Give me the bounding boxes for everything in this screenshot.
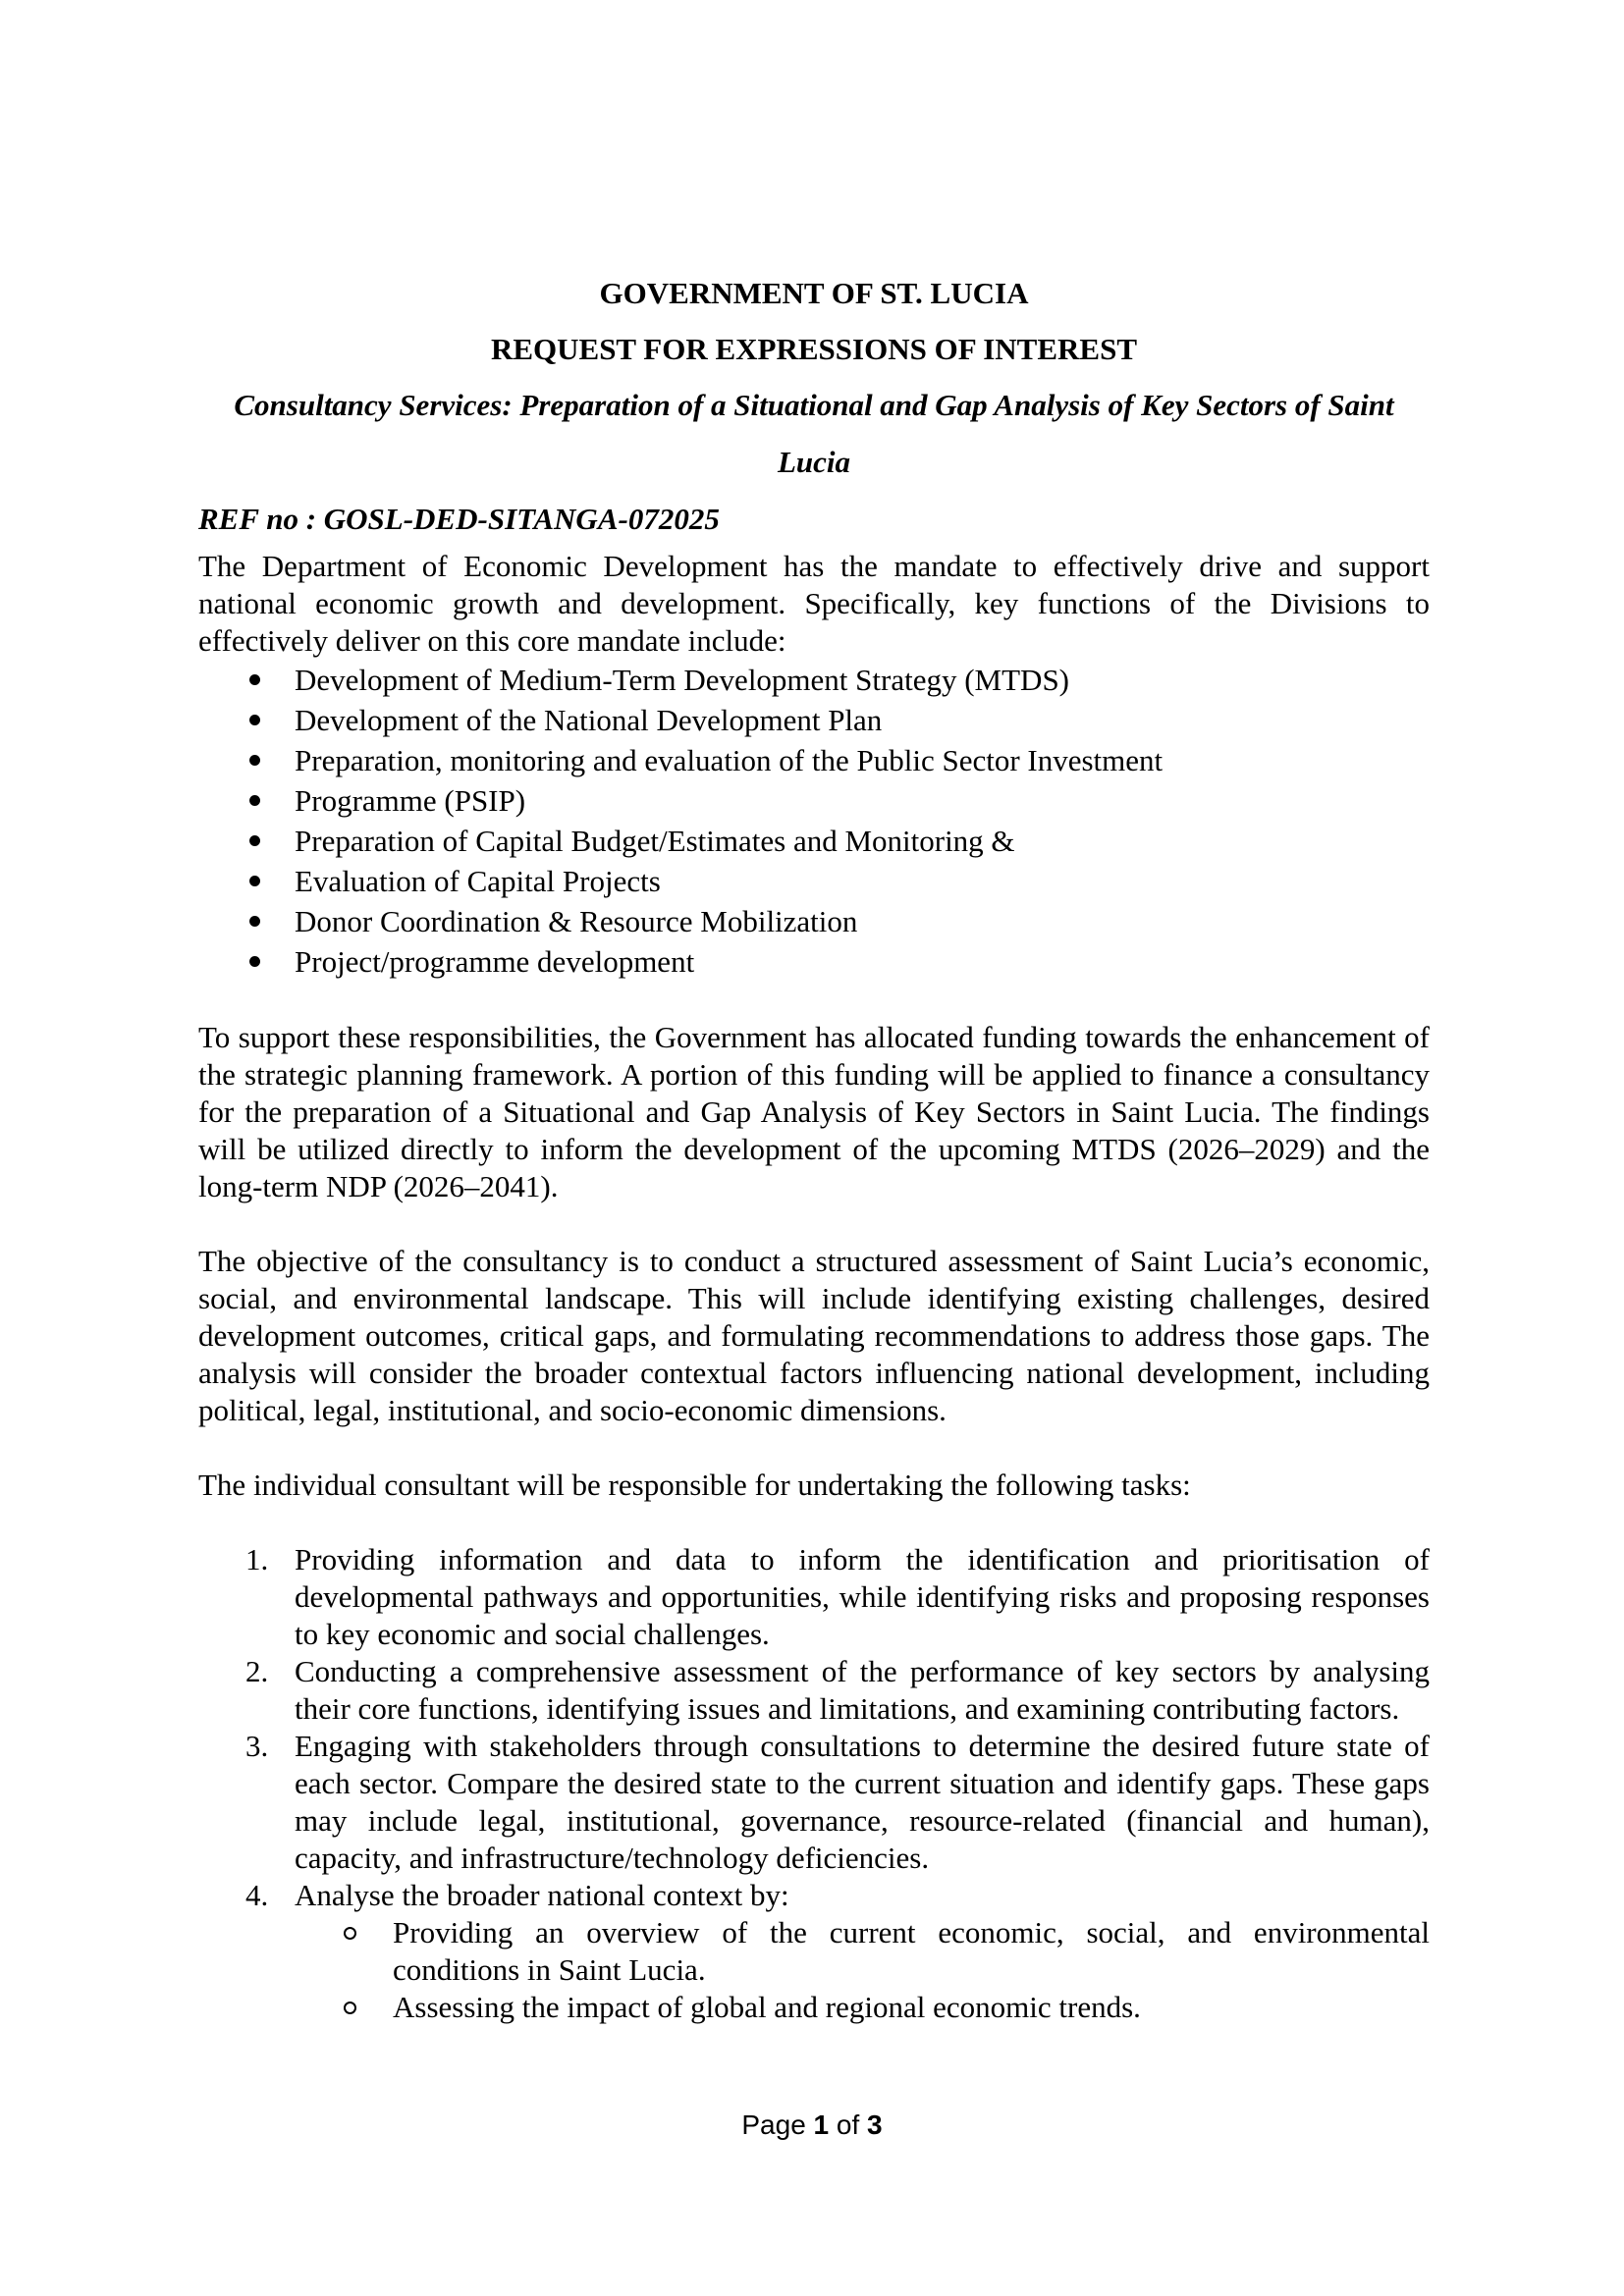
list-item-text: Development of the National Development Plan xyxy=(295,703,883,737)
list-item-text: Donor Coordination & Resource Mobilization xyxy=(295,904,858,938)
list-item xyxy=(198,780,1430,821)
subtask-text: Providing an overview of the current economic, social, and environmental conditions in Saint Lucia. xyxy=(393,1915,1430,1987)
list-item-text: Preparation, monitoring and evaluation of the Public Sector Investment xyxy=(295,743,1164,777)
list-item-text: Evaluation of Capital Projects xyxy=(295,864,661,898)
list-item xyxy=(198,700,1430,740)
tasks-list xyxy=(198,1541,1430,2026)
task-text: Analyse the broader national context by: xyxy=(295,1878,789,1912)
footer-current-page: 1 xyxy=(813,2109,830,2140)
request-heading: REQUEST FOR EXPRESSIONS OF INTEREST xyxy=(490,332,1138,366)
list-item-text: Preparation of Capital Budget/Estimates and Monitoring & xyxy=(295,824,1015,858)
hollow-bullet-icon xyxy=(344,2002,356,2014)
bullet-icon xyxy=(249,916,260,927)
objective-paragraph: The objective of the consultancy is to conduct a structured assessment of Saint Lucia’s economic, social, and environmental landscape. This will include identifying existing challenges, desired development outcomes, critical gaps, and formulating recommendations to address those gaps. The analysis will consider the broader contextual factors influencing national development, including political, legal, institutional, and socio-economic dimensions. xyxy=(198,1244,1430,1427)
list-item xyxy=(198,941,1430,982)
intro-paragraph: The Department of Economic Development has the mandate to effectively drive and support national economic growth and development. Specifically, key functions of the Divisions to effectively deliver on this core mandate include: xyxy=(198,549,1430,658)
task-item xyxy=(198,1728,1430,1877)
task-item xyxy=(198,1541,1430,1653)
task-item xyxy=(198,1653,1430,1728)
task-text: Conducting a comprehensive assessment of the performance of key sectors by analysing their core functions, identifying issues and limitations, and examining contributing factors. xyxy=(295,1654,1430,1726)
task-number: 3. xyxy=(245,1729,269,1763)
list-item xyxy=(198,740,1430,780)
consultancy-subtitle: Consultancy Services: Preparation of a Situational and Gap Analysis of Key Sectors of Saint Lucia xyxy=(234,388,1394,479)
subtask-item xyxy=(295,1914,1430,1989)
task-text: Providing information and data to inform the identification and prioritisation of developmental pathways and opportunities, while identifying risks and proposing responses to key economic and social challenges. xyxy=(295,1542,1430,1651)
list-item xyxy=(198,821,1430,861)
bullet-icon xyxy=(249,674,260,685)
bullet-icon xyxy=(249,876,260,886)
list-item-text: Project/programme development xyxy=(295,944,695,979)
footer-total-pages: 3 xyxy=(867,2109,883,2140)
page-footer xyxy=(0,2109,1624,2142)
list-item xyxy=(198,660,1430,700)
subtask-item xyxy=(295,1989,1430,2026)
functions-list xyxy=(198,660,1430,982)
bullet-icon xyxy=(249,956,260,967)
bullet-icon xyxy=(249,795,260,806)
document-body xyxy=(198,265,1430,2026)
bullet-icon xyxy=(249,715,260,725)
list-item xyxy=(198,861,1430,901)
list-item-text: Programme (PSIP) xyxy=(295,783,526,818)
list-item xyxy=(198,901,1430,941)
reference-number: REF no : GOSL-DED-SITANGA-072025 xyxy=(198,502,720,536)
task-number: 2. xyxy=(245,1654,269,1688)
government-heading: GOVERNMENT OF ST. LUCIA xyxy=(599,276,1029,310)
footer-of-label: of xyxy=(829,2109,868,2140)
list-item-text: Development of Medium-Term Development Strategy (MTDS) xyxy=(295,663,1070,697)
support-paragraph: To support these responsibilities, the Government has allocated funding towards the enhancement of the strategic planning framework. A portion of this funding will be applied to finance a consultancy for the preparation of a Situational and Gap Analysis of Key Sectors in Saint Lucia. The findings will be utilized directly to inform the development of the upcoming MTDS (2026–2029) and the long-term NDP (2026–2041). xyxy=(198,1020,1430,1203)
task-number: 1. xyxy=(245,1542,269,1576)
hollow-bullet-icon xyxy=(344,1927,356,1940)
tasks-intro-paragraph: The individual consultant will be responsible for undertaking the following tasks: xyxy=(198,1468,1191,1502)
task-number: 4. xyxy=(245,1878,269,1912)
bullet-icon xyxy=(249,755,260,766)
subtask-text: Assessing the impact of global and regional economic trends. xyxy=(393,1990,1141,2024)
task-item xyxy=(198,1877,1430,2026)
bullet-icon xyxy=(249,835,260,846)
task-text: Engaging with stakeholders through consultations to determine the desired future state of each sector. Compare the desired state to the current situation and identify gaps. These gaps may include legal, institutional, governance, resource-related (financial and human), capacity, and infrastructure/technology deficiencies. xyxy=(295,1729,1430,1875)
footer-page-label: Page xyxy=(741,2109,814,2140)
subtask-list xyxy=(295,1914,1430,2026)
